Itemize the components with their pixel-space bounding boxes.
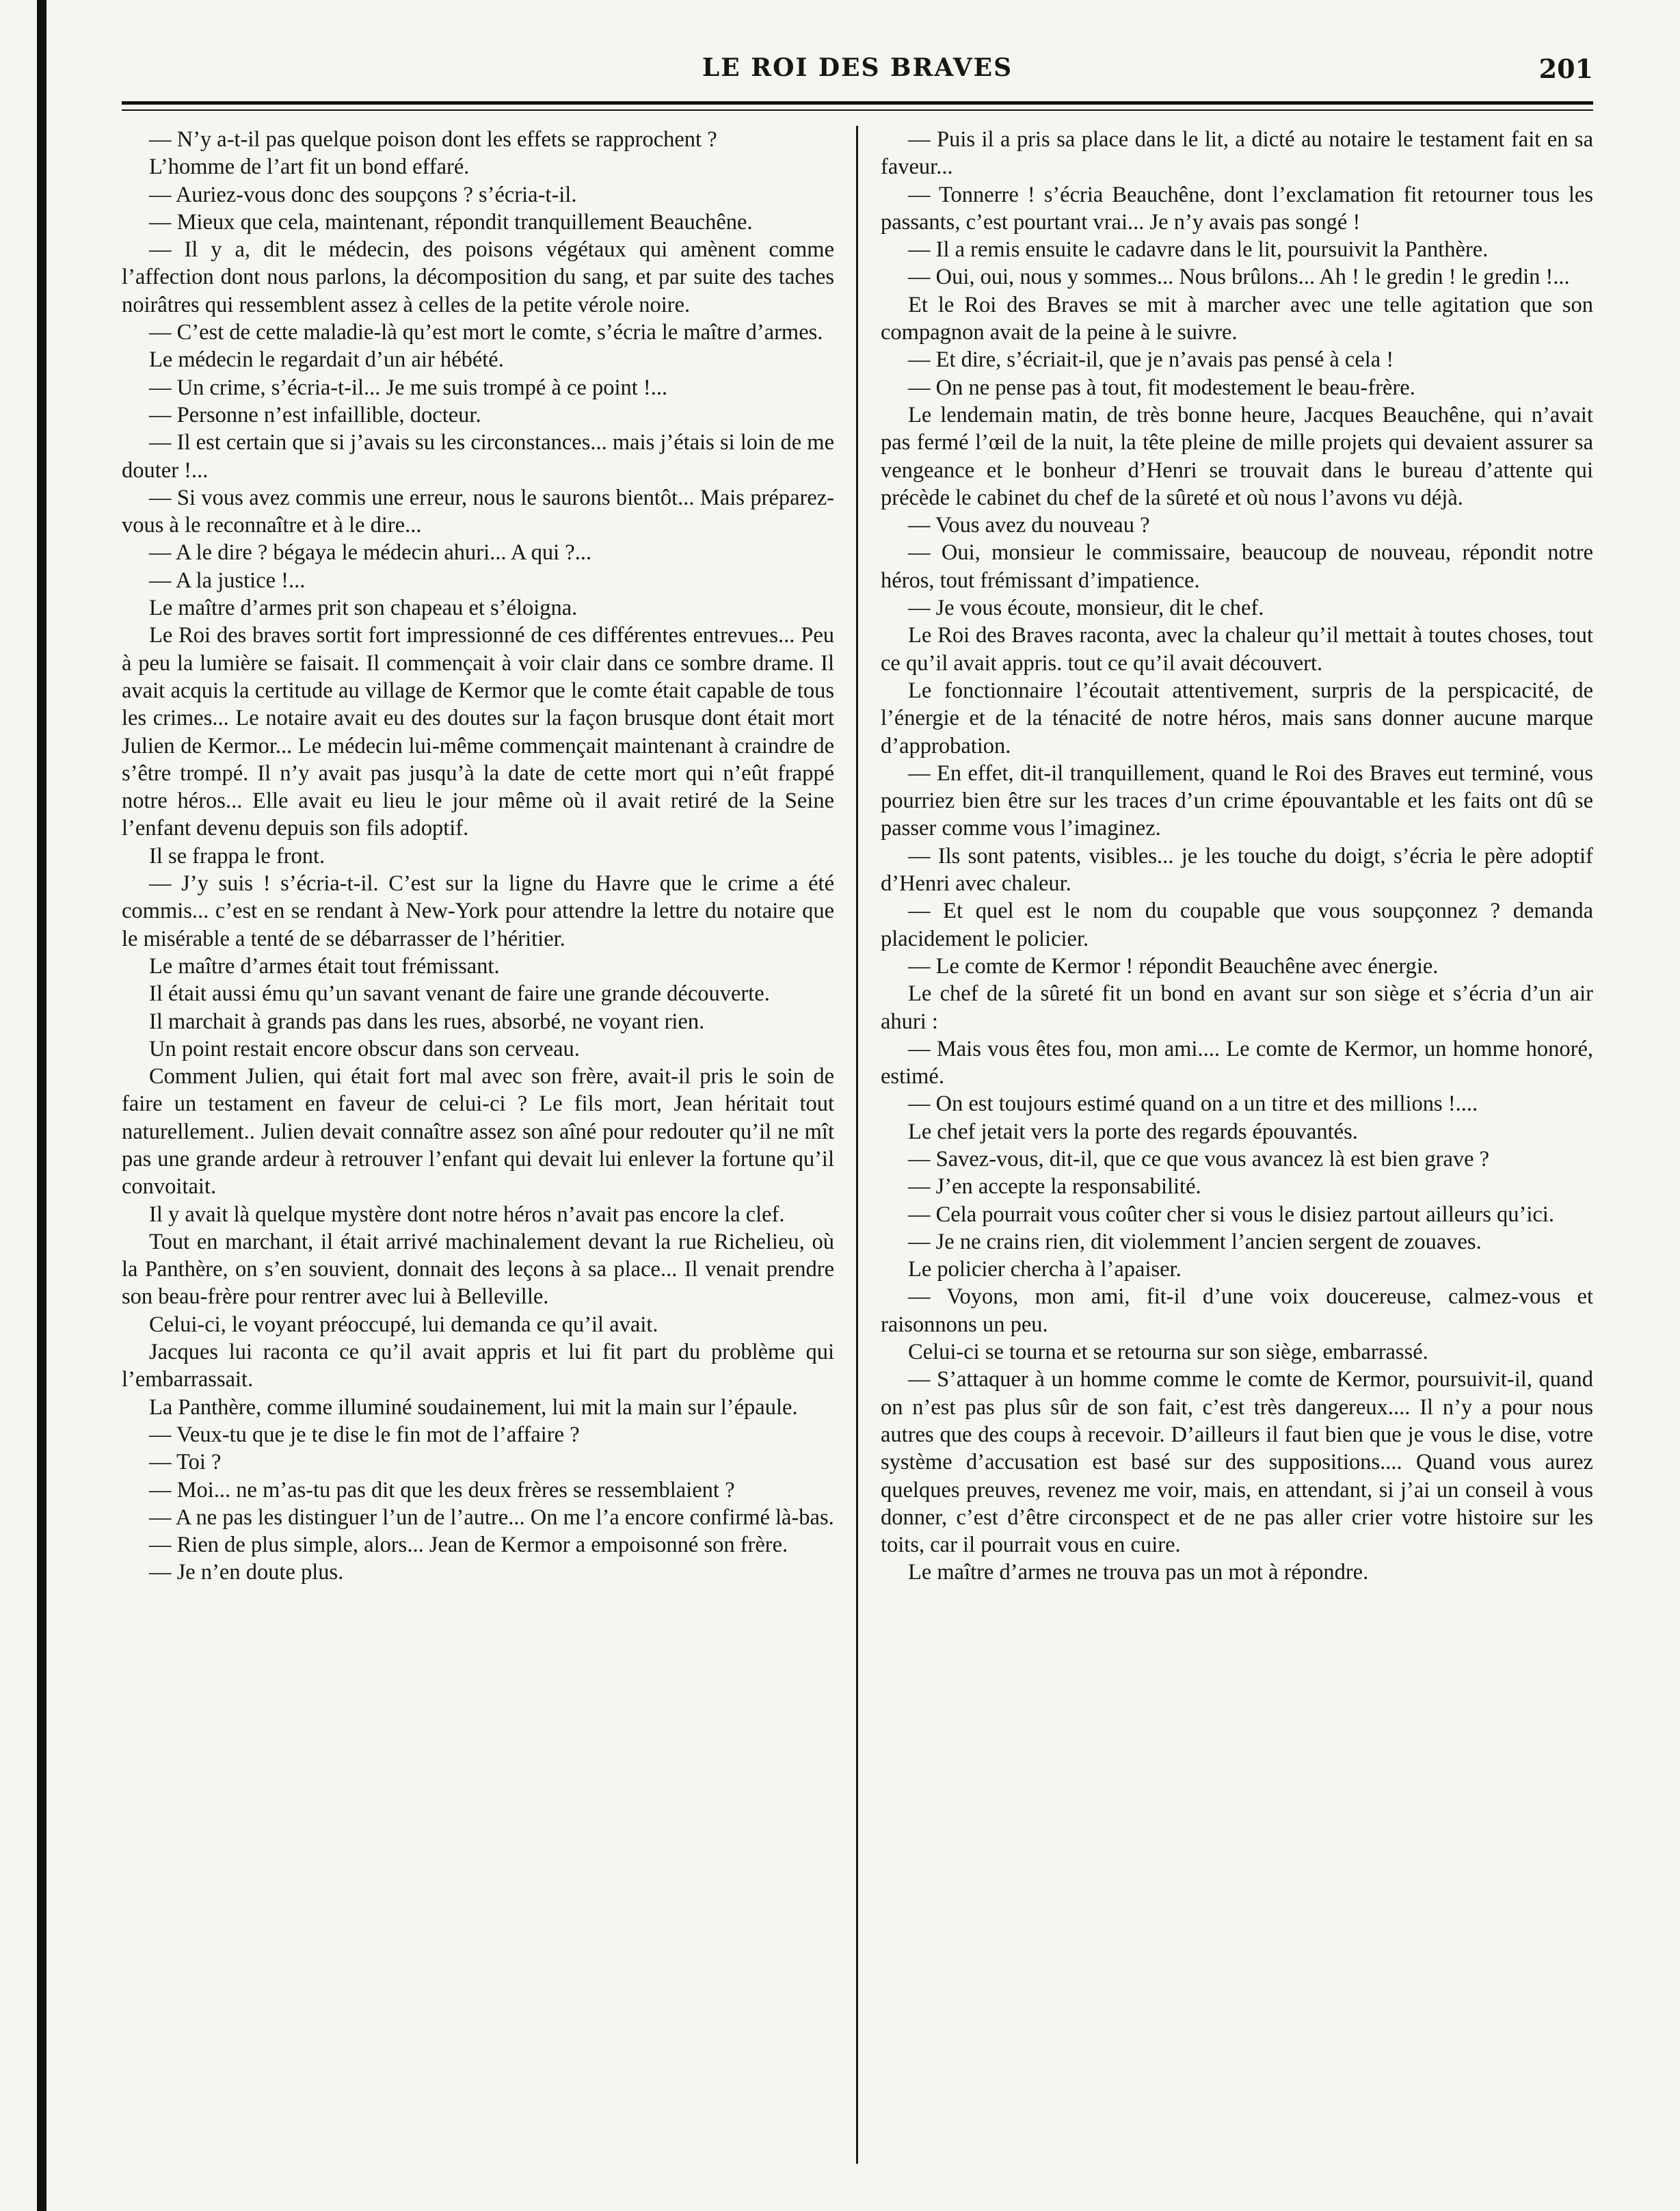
paragraph: — Et quel est le nom du coupable que vous soupçonnez ? demanda placidement le policier. [881,899,1593,951]
paragraph: — En effet, dit-il tranquillement, quand le Roi des Braves eut terminé, vous pourriez bien être sur les traces d’un crime épouvantable et les faits ont dû se passer comme vous l’imaginez. [881,760,1593,841]
paragraph: — On ne pense pas à tout, fit modestement le beau-frère. [908,375,1415,400]
paragraph: — Vous avez du nouveau ? [908,513,1150,538]
paragraph: — Il est certain que si j’avais su les circonstances... mais j’étais si loin de me douter !... [122,430,834,483]
paragraph: Le Roi des Braves raconta, avec la chaleur qu’il mettait à toutes choses, tout ce qu’il avait appris. tout ce qu’il avait découvert. [881,623,1593,676]
book-page [122,42,1593,2176]
paragraph: — A ne pas les distinguer l’un de l’autre... On me l’a encore confirmé là-bas. [149,1505,834,1530]
paragraph: — Oui, monsieur le commissaire, beaucoup de nouveau, répondit notre héros, tout frémissant d’impatience. [881,540,1593,593]
paragraph: — Mieux que cela, maintenant, répondit tranquillement Beauchêne. [149,209,753,235]
paragraph: — Si vous avez commis une erreur, nous le saurons bientôt... Mais préparez-vous à le reconnaître et à le dire... [122,485,834,538]
paragraph: Il était aussi ému qu’un savant venant de faire une grande découverte. [149,981,770,1007]
paragraph: Il se frappa le front. [149,843,325,869]
paragraph: — Et dire, s’écriait-il, que je n’avais pas pensé à cela ! [908,347,1394,373]
paragraph: Le maître d’armes ne trouva pas un mot à répondre. [908,1560,1369,1585]
paragraph: — A le dire ? bégaya le médecin ahuri... A qui ?... [149,540,592,566]
header-rule-thick [122,101,1593,105]
paragraph: — Je ne crains rien, dit violemment l’ancien sergent de zouaves. [908,1229,1482,1254]
paragraph: — Un crime, s’écria-t-il... Je me suis trompé à ce point !... [149,375,668,400]
paragraph: Le maître d’armes prit son chapeau et s’éloigna. [149,596,578,621]
paragraph: Le lendemain matin, de très bonne heure, Jacques Beauchêne, qui n’avait pas fermé l’œil de la nuit, la tête pleine de mille projets qui devaient assurer sa vengeance et le bonheur d’Henri se trouvait dans le bureau d’attente qui précède le cabinet du chef de la sûreté et où nous l’avons vu déjà. [881,402,1593,510]
binding-edge [37,0,46,2211]
paragraph: Tout en marchant, il était arrivé machinalement devant la rue Richelieu, où la Panthère, on s’en souvient, donnait des leçons à sa place... Il venait prendre son beau-frère pour rentrer avec lui à Belleville. [122,1229,834,1310]
paragraph: — Moi... ne m’as-tu pas dit que les deux frères se ressemblaient ? [149,1477,735,1502]
paragraph: La Panthère, comme illuminé soudainement, lui mit la main sur l’épaule. [149,1394,798,1420]
paragraph: Il marchait à grands pas dans les rues, absorbé, ne voyant rien. [149,1009,705,1034]
paragraph: Celui-ci, le voyant préoccupé, lui demanda ce qu’il avait. [149,1312,658,1337]
paragraph: — C’est de cette maladie-là qu’est mort le comte, s’écria le maître d’armes. [149,320,823,345]
paragraph: — Auriez-vous donc des soupçons ? s’écria-t-il. [149,182,577,207]
header-rule-thin [122,109,1593,111]
paragraph: — Mais vous êtes fou, mon ami.... Le comte de Kermor, un homme honoré, estimé. [881,1036,1593,1089]
paragraph: — Il y a, dit le médecin, des poisons végétaux qui amènent comme l’affection dont nous parlons, la décomposition du sang, et par suite des taches noirâtres qui ressemblent assez à celles de la petite vérole noire. [122,237,834,317]
paragraph: L’homme de l’art fit un bond effaré. [149,155,470,180]
paragraph: — Savez-vous, dit-il, que ce que vous avancez là est bien grave ? [908,1146,1490,1171]
paragraph: Le maître d’armes était tout frémissant. [149,953,500,979]
paragraph: — Je n’en doute plus. [149,1560,344,1585]
paragraph: Le médecin le regardait d’un air hébété. [149,347,504,373]
paragraph: — Ils sont patents, visibles... je les touche du doigt, s’écria le père adoptif d’Henri avec chaleur. [881,843,1593,897]
paragraph: — Je vous écoute, monsieur, dit le chef. [908,596,1264,621]
paragraph: Le chef de la sûreté fit un bond en avant sur son siège et s’écria d’un air ahuri : [881,981,1593,1034]
paragraph: — Oui, oui, nous y sommes... Nous brûlons... Ah ! le gredin ! le gredin !... [908,265,1570,290]
paragraph: Et le Roi des Braves se mit à marcher avec une telle agitation que son compagnon avait de la peine à le suivre. [881,292,1593,345]
paragraph: — Personne n’est infaillible, docteur. [149,402,481,427]
paragraph: Celui-ci se tourna et se retourna sur son siège, embarrassé. [908,1340,1428,1365]
paragraph: — J’y suis ! s’écria-t-il. C’est sur la ligne du Havre que le crime a été commis... c’est en se rendant à New-York pour attendre la lettre du notaire que le misérable a tenté de se débarrasser de l’héritier. [122,871,834,951]
page-number: 201 [1538,53,1593,84]
paragraph: Jacques lui raconta ce qu’il avait appris et lui fit part du problème qui l’embarrassait. [122,1340,834,1392]
paragraph: — J’en accepte la responsabilité. [908,1174,1201,1200]
paragraph: Un point restait encore obscur dans son cerveau. [149,1036,580,1061]
paragraph: — Rien de plus simple, alors... Jean de Kermor a empoisonné son frère. [149,1533,788,1558]
paragraph: — Toi ? [149,1450,222,1475]
running-head [122,53,1593,94]
paragraph: — On est toujours estimé quand on a un titre et des millions !.... [908,1091,1478,1117]
paragraph: — Veux-tu que je te dise le fin mot de l’affaire ? [149,1422,580,1447]
running-title: LE ROI DES BRAVES [702,53,1013,82]
paragraph: Comment Julien, qui était fort mal avec son frère, avait-il pris le soin de faire un testament en faveur de celui-ci ? Le fils mort, Jean héritait tout naturellement.. Julien devait connaître assez son aîné pour redouter qu’il ne mît pas une grande ardeur à retrouver l’enfant qui devait lui enlever la fortune qu’il convoitait. [122,1064,834,1200]
right-column [881,126,1593,2164]
paragraph: Le Roi des braves sortit fort impressionné de ces différentes entrevues... Peu à peu la lumière se faisait. Il commençait à voir clair dans ce sombre drame. Il avait acquis la certitude au village de Kermor que le comte était capable de tous les crimes... Le notaire avait eu des doutes sur la façon brusque dont était mort Julien de Kermor... Le médecin lui-même commençait maintenant à craindre de s’être trompé. Il n’y avait pas jusqu’à la date de cette mort qui n’eût frappé notre héros... Elle avait eu lieu le jour même où il avait retiré de la Seine l’enfant devenu depuis son fils adoptif. [122,623,834,841]
paragraph: — Tonnerre ! s’écria Beauchêne, dont l’exclamation fit retourner tous les passants, c’est pourtant vrai... Je n’y avais pas songé ! [881,182,1593,235]
paragraph: Il y avait là quelque mystère dont notre héros n’avait pas encore la clef. [149,1202,785,1227]
paragraph: — N’y a-t-il pas quelque poison dont les effets se rapprochent ? [149,127,717,152]
paragraph: — Il a remis ensuite le cadavre dans le lit, poursuivit la Panthère. [908,237,1489,263]
paragraph: — Cela pourrait vous coûter cher si vous le disiez partout ailleurs qu’ici. [908,1202,1554,1227]
paragraph: — Le comte de Kermor ! répondit Beauchêne avec énergie. [908,953,1439,979]
paragraph: Le chef jetait vers la porte des regards épouvantés. [908,1119,1358,1144]
paragraph: Le policier chercha à l’apaiser. [908,1257,1182,1282]
paragraph: — S’attaquer à un homme comme le comte de Kermor, poursuivit-il, quand on n’est pas plus sûr de son fait, c’est très dangereux.... Il n’y a pour nous autres que des coups à recevoir. D’ailleurs il faut bien que je vous le dise, votre système d’accusation est basé sur des suppositions.... Quand vous aurez quelques preuves, revenez me voir, mais, en attendant, si j’ai un conseil à vous donner, c’est d’être circonspect et de ne pas aller crier votre histoire sur les toits, car il pourrait vous en cuire. [881,1367,1593,1558]
paragraph: Le fonctionnaire l’écoutait attentivement, surpris de la perspicacité, de l’énergie et de la ténacité de notre héros, mais sans donner aucune marque d’approbation. [881,678,1593,758]
paragraph: — A la justice !... [149,568,306,593]
left-column [122,126,834,2164]
paragraph: — Puis il a pris sa place dans le lit, a dicté au notaire le testament fait en sa faveur... [881,127,1593,180]
paragraph: — Voyons, mon ami, fit-il d’une voix doucereuse, calmez-vous et raisonnons un peu. [881,1284,1593,1337]
column-divider [856,126,858,2164]
